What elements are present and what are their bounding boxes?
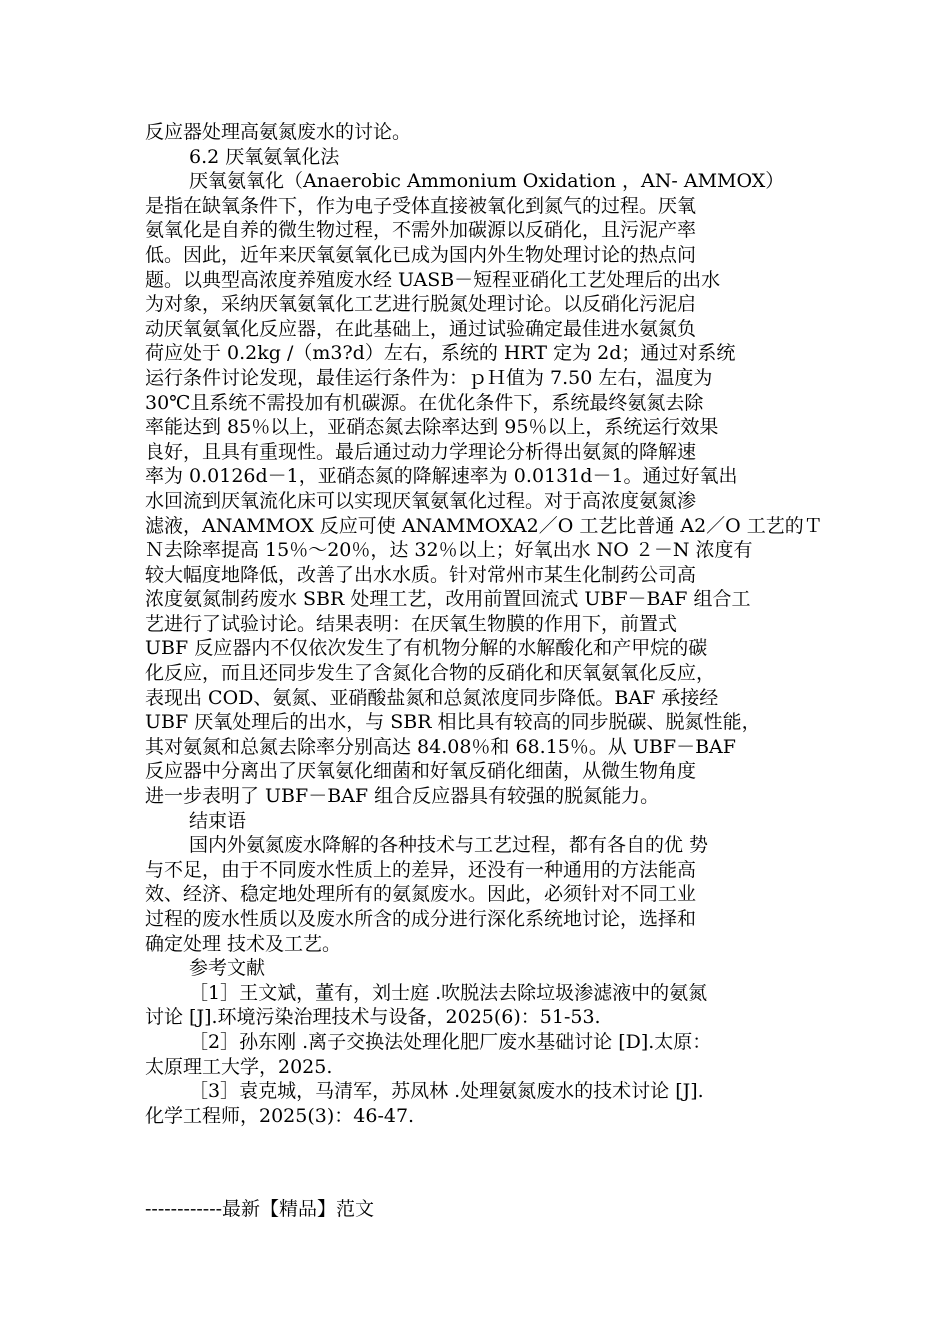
text-line: 为对象，采纳厌氧氨氧化工艺进行脱氮处理讨论。以反硝化污泥启 — [145, 293, 697, 316]
text-line: 良好，且具有重现性。最后通过动力学理论分析得出氨氮的降解速 — [145, 440, 697, 463]
text-segment: 滤液，ANAMMOX 反应可使 ANAMMOXA2／O 工艺比普通 A2／O 工艺的Ｔ — [145, 514, 823, 537]
text-line: 效、经济、稳定地处理所有的氨氮废水。因此，必须针对不同工业 — [145, 883, 697, 906]
text-line: 与不足，由于不同废水性质上的差异，还没有一种通用的方法能高 — [145, 858, 697, 881]
text-line: 进一步表明了 UBF－BAF 组合反应器具有较强的脱氮能力。 — [145, 785, 660, 808]
text-line: UBF 厌氧处理后的出水，与 SBR 相比具有较高的同步脱碳、脱氮性能， — [145, 711, 761, 734]
text-line: 浓度氨氮制药废水 SBR 处理工艺，改用前置回流式 UBF－BAF 组合工 — [145, 588, 751, 611]
text-line: 其对氨氮和总氮去除率分别高达 84.08％和 68.15％。从 UBF－BAF — [145, 735, 736, 758]
text-line: 反应器处理高氨氮废水的讨论。 — [145, 121, 412, 143]
text-segment: Ｎ去除率提高 15％～20％，达 32％以上；好氧出水 NO ２－N 浓度有 — [145, 539, 753, 562]
text-line: 水回流到厌氧流化床可以实现厌氧氨氧化过程。对于高浓度氨氮渗 — [145, 489, 697, 512]
text-line: 反应器中分离出了厌氧氨化细菌和好氧反硝化细菌，从微生物角度 — [145, 760, 697, 783]
text-line: 较大幅度地降低，改善了出水水质。针对常州市某生化制药公司高 — [145, 563, 697, 586]
text-line: 艺进行了试验讨论。结果表明：在厌氧生物膜的作用下，前置式 — [145, 612, 678, 635]
text-line: ［3］袁克城，马清军，苏凤林 .处理氨氮废水的技术讨论 [J]. — [189, 1080, 704, 1103]
text-line: UBF 反应器内不仅依次发生了有机物分解的水解酸化和产甲烷的碳 — [145, 637, 708, 660]
text-line: 过程的废水性质以及废水所含的成分进行深化系统地讨论，选择和 — [145, 908, 697, 930]
text-line: 讨论 [J].环境污染治理技术与设备，2025(6)：51-53. — [145, 1006, 601, 1029]
text-line: 氨氧化是自养的微生物过程，不需外加碳源以反硝化，且污泥产率 — [145, 219, 697, 242]
text-line: 参考文献 — [189, 957, 266, 980]
text-line: 厌氧氨氧化（Anaerobic Ammonium Oxidation ，AN- AMMOX） — [189, 170, 785, 193]
text-line — [145, 514, 825, 563]
text-line: 化学工程师，2025(3)：46-47. — [145, 1104, 415, 1127]
text-line: 是指在缺氧条件下，作为电子受体直接被氧化到氮气的过程。厌氧 — [145, 194, 697, 217]
text-line: 低。因此，近年来厌氧氨氧化已成为国内外生物处理讨论的热点问 — [145, 243, 697, 266]
text-line: 化反应，而且还同步发生了含氮化合物的反硝化和厌氧氨氧化反应， — [145, 662, 716, 685]
text-line: 结束语 — [189, 809, 247, 832]
text-line: 荷应处于 0.2kg /（m3?d）左右，系统的 HRT 定为 2d；通过对系统 — [145, 342, 736, 365]
text-line: 表现出 COD、氨氮、亚硝酸盐氮和总氮浓度同步降低。BAF 承接经 — [145, 686, 719, 709]
footer-text: ------------最新【精品】范文 — [145, 1198, 375, 1220]
text-line: 确定处理 技术及工艺。 — [145, 932, 342, 955]
text-line: 太原理工大学，2025. — [145, 1055, 333, 1078]
text-line: 率能达到 85％以上，亚硝态氮去除率达到 95％以上，系统运行效果 — [145, 416, 719, 439]
text-line: 30℃且系统不需投加有机碳源。在优化条件下，系统最终氨氮去除 — [145, 391, 704, 414]
text-line: ［2］孙东刚 .离子交换法处理化肥厂废水基础讨论 [D].太原： — [189, 1030, 712, 1053]
text-line: 运行条件讨论发现，最佳运行条件为：ｐＨ值为 7.50 左右，温度为 — [145, 366, 713, 389]
document-body — [145, 120, 825, 1128]
text-line: 题。以典型高浓度养殖废水经 UASB－短程亚硝化工艺处理后的出水 — [145, 268, 721, 291]
text-line: 动厌氧氨氧化反应器，在此基础上，通过试验确定最佳进水氨氮负 — [145, 317, 697, 340]
text-line: 率为 0.0126d－1，亚硝态氮的降解速率为 0.0131d－1。通过好氧出 — [145, 465, 738, 488]
text-line: 国内外氨氮废水降解的各种技术与工艺过程，都有各自的优 势 — [189, 834, 709, 857]
text-line: ［1］王文斌，董有，刘士庭 .吹脱法去除垃圾渗滤液中的氨氮 — [189, 981, 708, 1004]
text-line: 6.2 厌氧氨氧化法 — [189, 145, 340, 168]
